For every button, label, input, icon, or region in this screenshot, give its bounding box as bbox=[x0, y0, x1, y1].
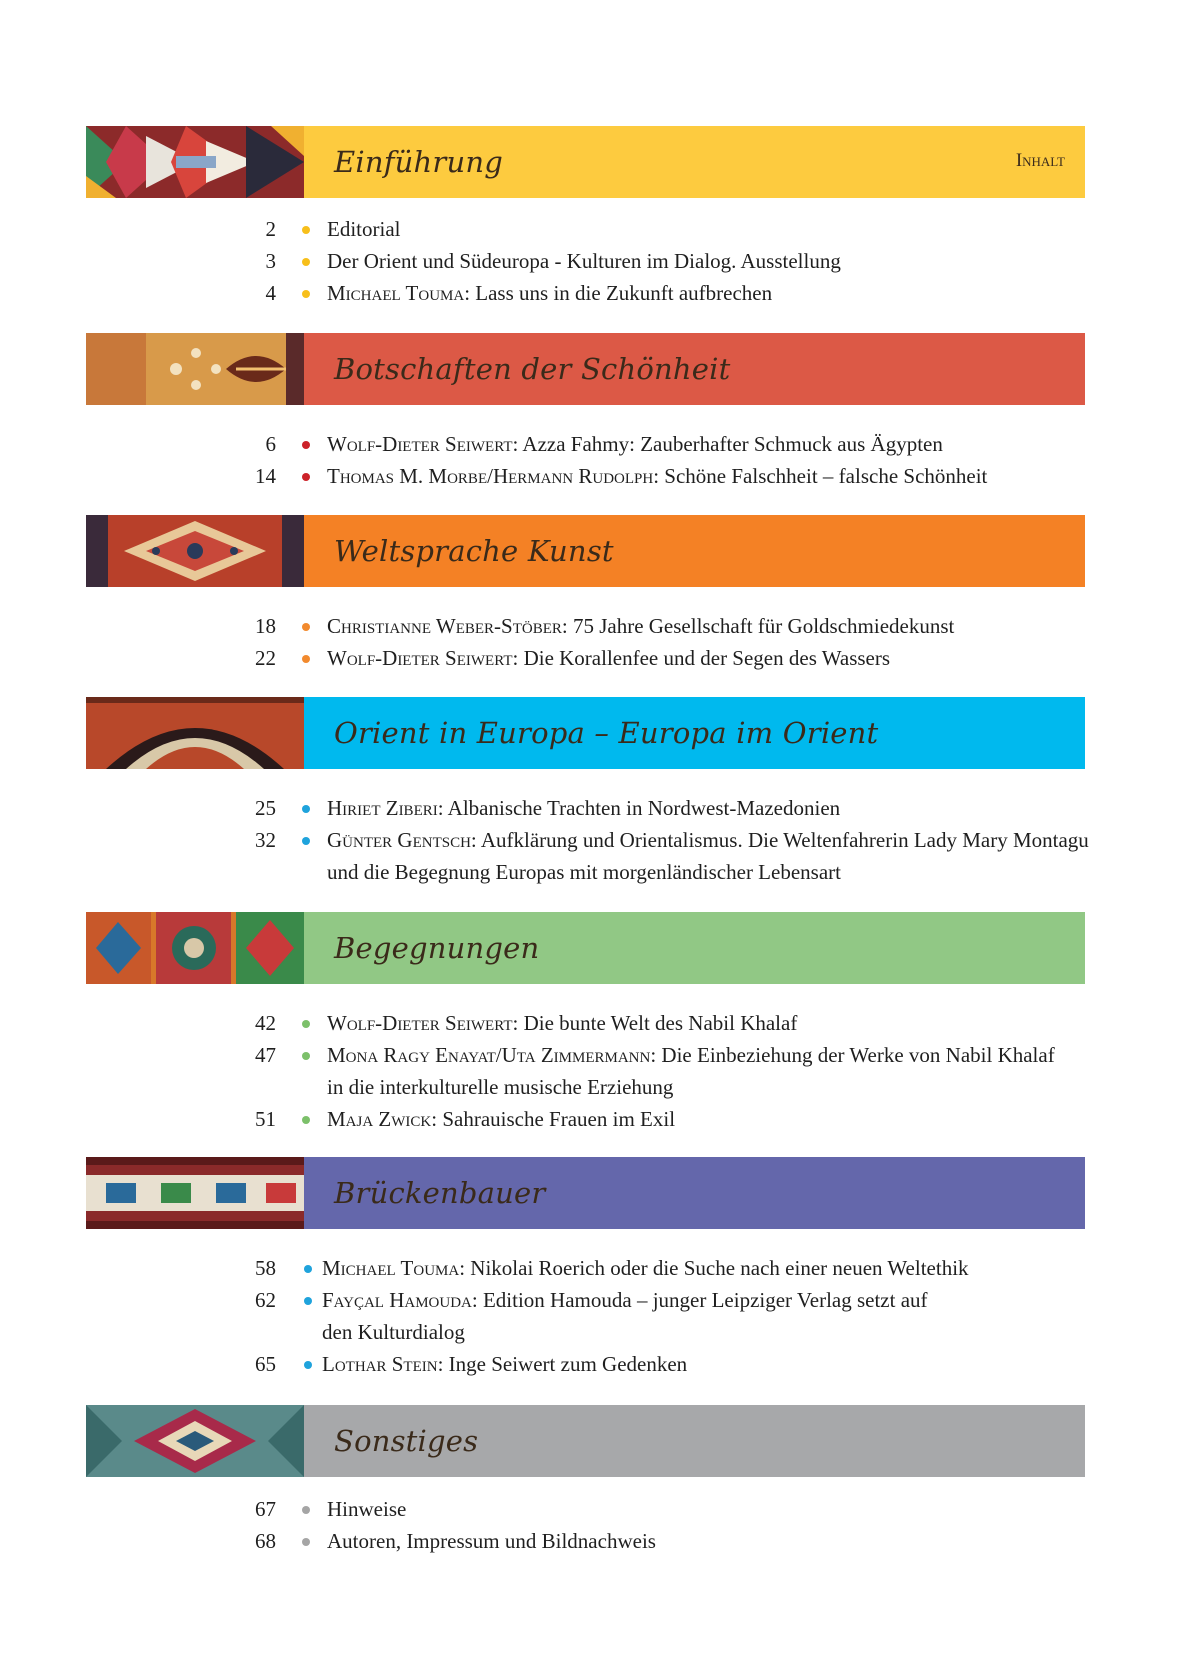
toc-entry[interactable] bbox=[0, 1007, 1181, 1039]
entry-title: Michael Touma: Lass uns in die Zukunft aufbrechen bbox=[327, 281, 773, 305]
entry-title: in die interkulturelle musische Erziehung bbox=[327, 1075, 674, 1099]
section-entries bbox=[0, 213, 1181, 309]
bullet-dot-icon bbox=[302, 1116, 310, 1124]
page-number: 4 bbox=[265, 281, 276, 305]
page-number: 25 bbox=[255, 796, 276, 820]
section-band-weltsprache bbox=[86, 515, 1085, 587]
bullet-dot-icon bbox=[302, 1052, 310, 1060]
entry-author: Maja Zwick bbox=[327, 1107, 432, 1131]
entry-title: Michael Touma: Nikolai Roerich oder die Suche nach einer neuen Weltethik bbox=[322, 1256, 969, 1280]
entry-title: Thomas M. Morbe/Hermann Rudolph: Schöne Falschheit – falsche Schönheit bbox=[327, 464, 988, 488]
bullet-dot-icon bbox=[302, 441, 310, 449]
section-band-einfuehrung bbox=[86, 126, 1085, 198]
section-band-brueckenbauer bbox=[86, 1157, 1085, 1229]
bullet-dot-icon bbox=[302, 226, 310, 234]
toc-entry-continuation bbox=[0, 1316, 1181, 1348]
entry-author: Wolf-Dieter Seiwert bbox=[327, 1011, 513, 1035]
entry-author: Michael Touma bbox=[322, 1256, 460, 1280]
page-number: 42 bbox=[255, 1011, 276, 1035]
section-title: Einführung bbox=[334, 145, 503, 179]
page-number: 14 bbox=[255, 464, 276, 488]
toc-entry[interactable] bbox=[0, 1525, 1181, 1557]
bullet-dot-icon bbox=[302, 655, 310, 663]
toc-entry-continuation bbox=[0, 1071, 1181, 1103]
page-number: 62 bbox=[255, 1288, 276, 1312]
entry-author: Christianne Weber-Stöber bbox=[327, 614, 562, 638]
toc-entry[interactable] bbox=[0, 1348, 1181, 1380]
bullet-dot-icon bbox=[304, 1361, 312, 1369]
toc-entry[interactable] bbox=[0, 1284, 1181, 1316]
toc-entry[interactable] bbox=[0, 1039, 1181, 1071]
bullet-dot-icon bbox=[302, 1538, 310, 1546]
toc-entry[interactable] bbox=[0, 428, 1181, 460]
entry-author: Günter Gentsch bbox=[327, 828, 471, 852]
textile-pattern-image bbox=[86, 1157, 304, 1229]
section-title: Begegnungen bbox=[334, 931, 540, 965]
toc-entry[interactable] bbox=[0, 1103, 1181, 1135]
bullet-dot-icon bbox=[302, 473, 310, 481]
entry-title: Wolf-Dieter Seiwert: Azza Fahmy: Zauberhafter Schmuck aus Ägypten bbox=[327, 432, 943, 456]
section-title: Sonstiges bbox=[334, 1424, 479, 1458]
toc-entry-continuation bbox=[0, 856, 1181, 888]
page-number: 22 bbox=[255, 646, 276, 670]
page-number: 2 bbox=[265, 217, 276, 241]
toc-entry[interactable] bbox=[0, 277, 1181, 309]
section-band-orient-in-europa bbox=[86, 697, 1085, 769]
page-header-label: Inhalt bbox=[1015, 150, 1065, 171]
entry-title: und die Begegnung Europas mit morgenländischer Lebensart bbox=[327, 860, 841, 884]
entry-author: Lothar Stein bbox=[322, 1352, 438, 1376]
page-number: 67 bbox=[255, 1497, 276, 1521]
page-number: 58 bbox=[255, 1256, 276, 1280]
bullet-dot-icon bbox=[302, 805, 310, 813]
section-entries bbox=[0, 428, 1181, 492]
entry-title: Der Orient und Südeuropa - Kulturen im Dialog. Ausstellung bbox=[327, 249, 841, 273]
entry-title: Editorial bbox=[327, 217, 401, 241]
bullet-dot-icon bbox=[302, 837, 310, 845]
entry-title: Wolf-Dieter Seiwert: Die Korallenfee und der Segen des Wassers bbox=[327, 646, 891, 670]
toc-entry[interactable] bbox=[0, 245, 1181, 277]
toc-entry[interactable] bbox=[0, 642, 1181, 674]
section-title: Weltsprache Kunst bbox=[334, 534, 614, 568]
entry-author: Wolf-Dieter Seiwert bbox=[327, 432, 513, 456]
bullet-dot-icon bbox=[302, 1020, 310, 1028]
entry-title: Autoren, Impressum und Bildnachweis bbox=[327, 1529, 656, 1553]
toc-entry[interactable] bbox=[0, 792, 1181, 824]
section-entries bbox=[0, 1007, 1181, 1135]
toc-entry[interactable] bbox=[0, 824, 1181, 856]
page-number: 32 bbox=[255, 828, 276, 852]
toc-entry[interactable] bbox=[0, 213, 1181, 245]
bullet-dot-icon bbox=[302, 1506, 310, 1514]
page-number: 3 bbox=[265, 249, 276, 273]
entry-title: Fayçal Hamouda: Edition Hamouda – junger Leipziger Verlag setzt auf bbox=[322, 1288, 928, 1312]
entry-title: Maja Zwick: Sahrauische Frauen im Exil bbox=[327, 1107, 676, 1131]
bullet-dot-icon bbox=[304, 1297, 312, 1305]
bullet-dot-icon bbox=[302, 258, 310, 266]
section-band-botschaften bbox=[86, 333, 1085, 405]
entry-title: Hiriet Ziberi: Albanische Trachten in Nordwest-Mazedonien bbox=[327, 796, 841, 820]
section-entries bbox=[0, 792, 1181, 888]
section-entries bbox=[0, 610, 1181, 674]
section-entries bbox=[0, 1252, 1181, 1380]
entry-author: Thomas M. Morbe/Hermann Rudolph bbox=[327, 464, 654, 488]
toc-entry[interactable] bbox=[0, 1493, 1181, 1525]
entry-title: Lothar Stein: Inge Seiwert zum Gedenken bbox=[322, 1352, 688, 1376]
entry-title: Mona Ragy Enayat/Uta Zimmermann: Die Einbeziehung der Werke von Nabil Khalaf bbox=[327, 1043, 1055, 1067]
textile-pattern-image bbox=[86, 1405, 304, 1477]
entry-author: Wolf-Dieter Seiwert bbox=[327, 646, 513, 670]
textile-pattern-image bbox=[86, 515, 304, 587]
entry-author: Fayçal Hamouda bbox=[322, 1288, 472, 1312]
section-title: Brückenbauer bbox=[334, 1176, 546, 1210]
bullet-dot-icon bbox=[302, 623, 310, 631]
toc-entry[interactable] bbox=[0, 1252, 1181, 1284]
section-title: Botschaften der Schönheit bbox=[334, 352, 731, 386]
page-number: 6 bbox=[265, 432, 276, 456]
entry-title: Wolf-Dieter Seiwert: Die bunte Welt des Nabil Khalaf bbox=[327, 1011, 798, 1035]
page-number: 51 bbox=[255, 1107, 276, 1131]
section-band-begegnungen bbox=[86, 912, 1085, 984]
section-title: Orient in Europa – Europa im Orient bbox=[334, 716, 879, 750]
textile-pattern-image bbox=[86, 126, 304, 198]
page-number: 18 bbox=[255, 614, 276, 638]
bullet-dot-icon bbox=[302, 290, 310, 298]
bullet-dot-icon bbox=[304, 1265, 312, 1273]
entry-title: den Kulturdialog bbox=[322, 1320, 465, 1344]
textile-pattern-image bbox=[86, 912, 304, 984]
entry-author: Mona Ragy Enayat/Uta Zimmermann bbox=[327, 1043, 651, 1067]
toc-entry[interactable] bbox=[0, 610, 1181, 642]
page-number: 68 bbox=[255, 1529, 276, 1553]
section-entries bbox=[0, 1493, 1181, 1557]
entry-title: Christianne Weber-Stöber: 75 Jahre Gesellschaft für Goldschmiedekunst bbox=[327, 614, 955, 638]
entry-title: Günter Gentsch: Aufklärung und Orientalismus. Die Weltenfahrerin Lady Mary Montagu bbox=[327, 828, 1089, 852]
section-band-sonstiges bbox=[86, 1405, 1085, 1477]
toc-entry[interactable] bbox=[0, 460, 1181, 492]
entry-title: Hinweise bbox=[327, 1497, 407, 1521]
page-number: 65 bbox=[255, 1352, 276, 1376]
entry-author: Hiriet Ziberi bbox=[327, 796, 438, 820]
textile-pattern-image bbox=[86, 697, 304, 769]
page-number: 47 bbox=[255, 1043, 276, 1067]
entry-author: Michael Touma bbox=[327, 281, 465, 305]
textile-pattern-image bbox=[86, 333, 304, 405]
